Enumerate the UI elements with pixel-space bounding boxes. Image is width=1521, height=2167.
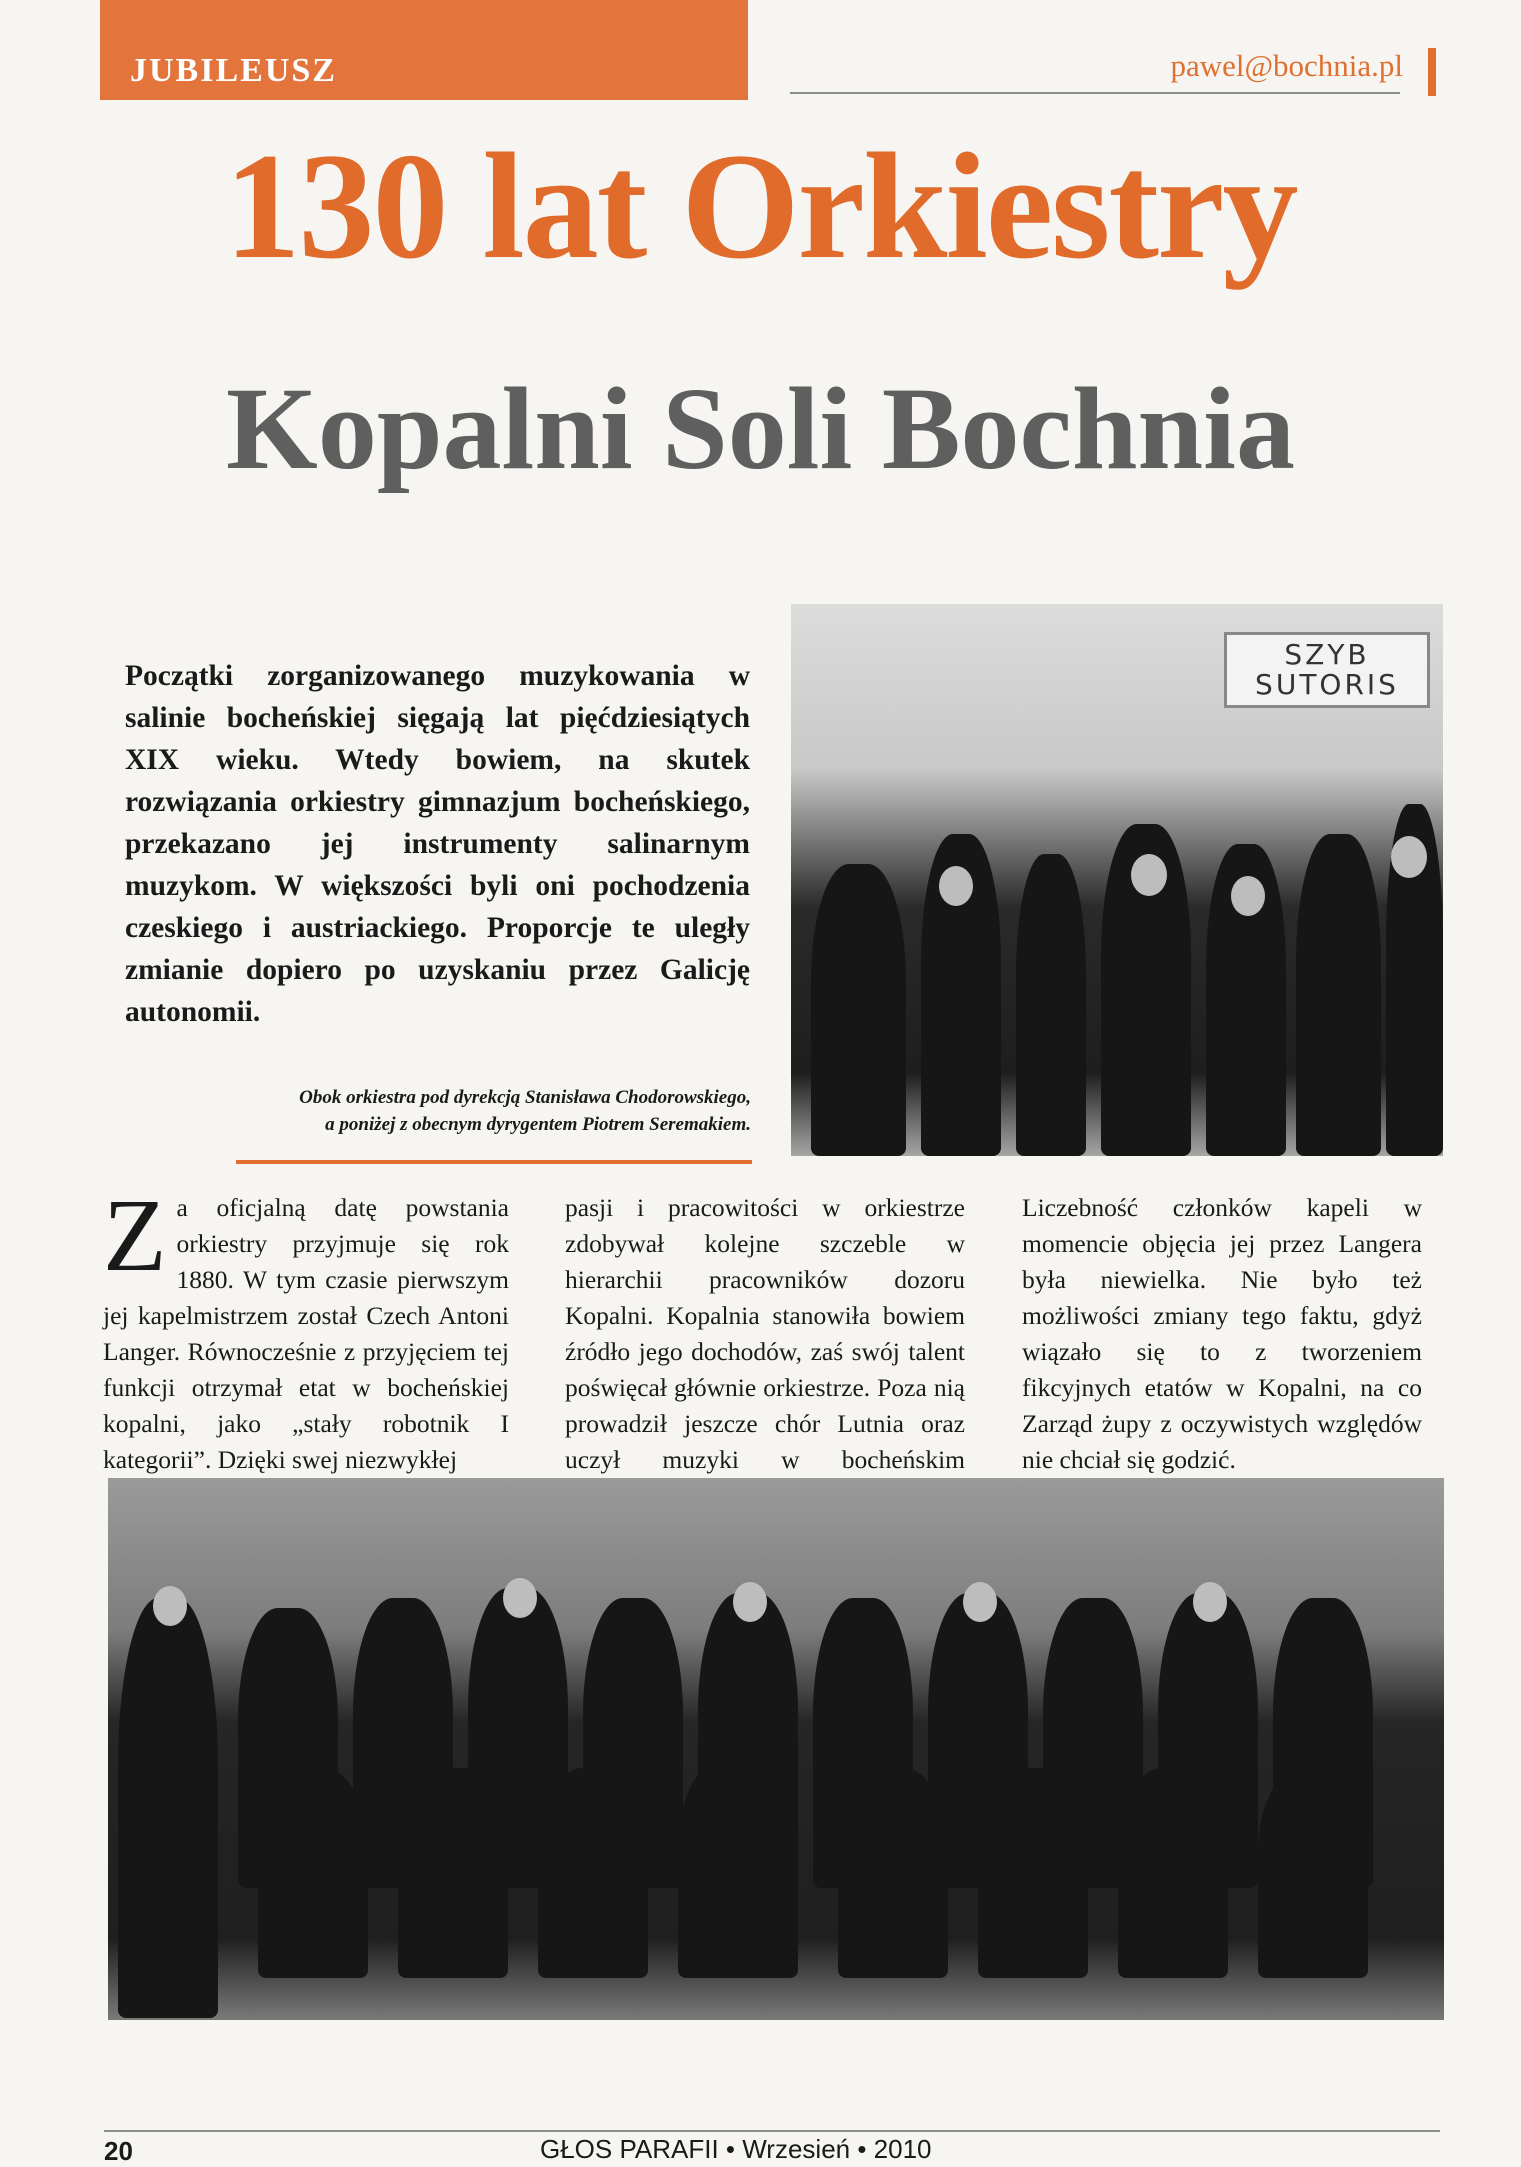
musician-face — [1131, 854, 1167, 896]
body-column-2 — [565, 1190, 965, 1514]
drop-cap: Z — [103, 1178, 167, 1293]
kneeling-musician-figure — [258, 1768, 368, 1978]
musician-face — [939, 866, 973, 906]
musician-face — [1193, 1582, 1227, 1622]
caption-rule — [236, 1160, 752, 1164]
body-column-3-text: Liczebność członków kapeli w momencie objęcia jej przez Langera była niewielka. Nie było też możliwości zmiany tego faktu, gdyż wiązało się to z tworzeniem fikcyjnych etatów w Kopalni, na co Zarząd żupy z oczywistych względów nie chciał się godzić. — [1022, 1193, 1422, 1474]
footer-rule — [104, 2130, 1440, 2132]
author-email: pawel@bochnia.pl — [1170, 48, 1403, 83]
photo-caption-line2: a poniżej z obecnym dyrygentem Piotrem Seremakiem. — [325, 1114, 751, 1135]
kneeling-musician-figure — [538, 1768, 648, 1978]
shaft-sign-line1: SZYB — [1284, 638, 1370, 671]
kneeling-musician-figure — [398, 1768, 508, 1978]
orchestra-photo-top — [791, 604, 1443, 1156]
kneeling-musician-figure — [978, 1768, 1088, 1978]
musician-face — [733, 1582, 767, 1622]
orchestra-photo-bottom — [108, 1478, 1444, 2020]
kneeling-musician-figure — [678, 1758, 798, 1978]
body-column-1 — [103, 1178, 509, 1478]
photo-caption-line1: Obok orkiestra pod dyrekcją Stanisława Chodorowskiego, — [299, 1087, 751, 1108]
headline: 130 lat Orkiestry — [224, 122, 1297, 290]
section-label: JUBILEUSZ — [130, 52, 337, 89]
musician-face — [963, 1582, 997, 1622]
conductor-figure — [118, 1598, 218, 2018]
page-number: 20 — [104, 2136, 133, 2166]
conductor-figure — [811, 864, 906, 1156]
subheadline: Kopalni Soli Bochnia — [226, 363, 1295, 494]
kneeling-musician-figure — [1258, 1768, 1368, 1978]
musician-face — [1231, 876, 1265, 916]
musician-face — [503, 1578, 537, 1618]
shaft-sign — [1224, 632, 1430, 708]
publication-footer: GŁOS PARAFII • Wrzesień • 2010 — [540, 2134, 932, 2164]
body-column-3 — [1022, 1190, 1422, 1478]
musician-face — [1391, 836, 1427, 878]
body-column-2-text: pasji i pracowitości w orkiestrze zdobywał kolejne szczeble w hierarchii pracowników dozoru Kopalni. Kopalnia stanowiła bowiem źródło jego dochodów, zaś swój talent poświęcał głównie orkiestrze. Poza nią prowadził jeszcze chór Lutnia oraz uczył muzyki w bocheńskim — [565, 1193, 965, 1474]
musician-face — [153, 1586, 187, 1626]
musician-figure — [1016, 854, 1086, 1156]
header-accent-bar — [1428, 48, 1436, 96]
lead-paragraph: Początki zorganizowanego muzykowania w salinie bocheńskiej sięgają lat pięćdziesiątych XIX wieku. Wtedy bowiem, na skutek rozwiązania orkiestry gimnazjum bocheńskiego, przekazano jej instrumenty salinarnym muzykom. W większości byli oni pochodzenia czeskiego i austriackiego. Proporcje te uległy zmianie dopiero po uzyskaniu przez Galicję autonomii. — [125, 660, 750, 1028]
header-rule — [790, 92, 1400, 94]
photo-caption — [151, 1084, 751, 1138]
kneeling-musician-figure — [838, 1768, 948, 1978]
body-column-1-text: a oficjalną datę powstania orkiestry przyjmuje się rok 1880. W tym czasie pierwszym jej kapelmistrzem został Czech Antoni Langer. Równocześnie z przyjęciem tej funkcji otrzymał etat w bocheńskiej kopalni, jako „stały robotnik I kategorii”. Dzięki swej niezwykłej — [103, 1193, 509, 1474]
kneeling-musician-figure — [1118, 1768, 1228, 1978]
musician-figure — [1296, 834, 1381, 1156]
shaft-sign-line2: SUTORIS — [1255, 668, 1399, 701]
